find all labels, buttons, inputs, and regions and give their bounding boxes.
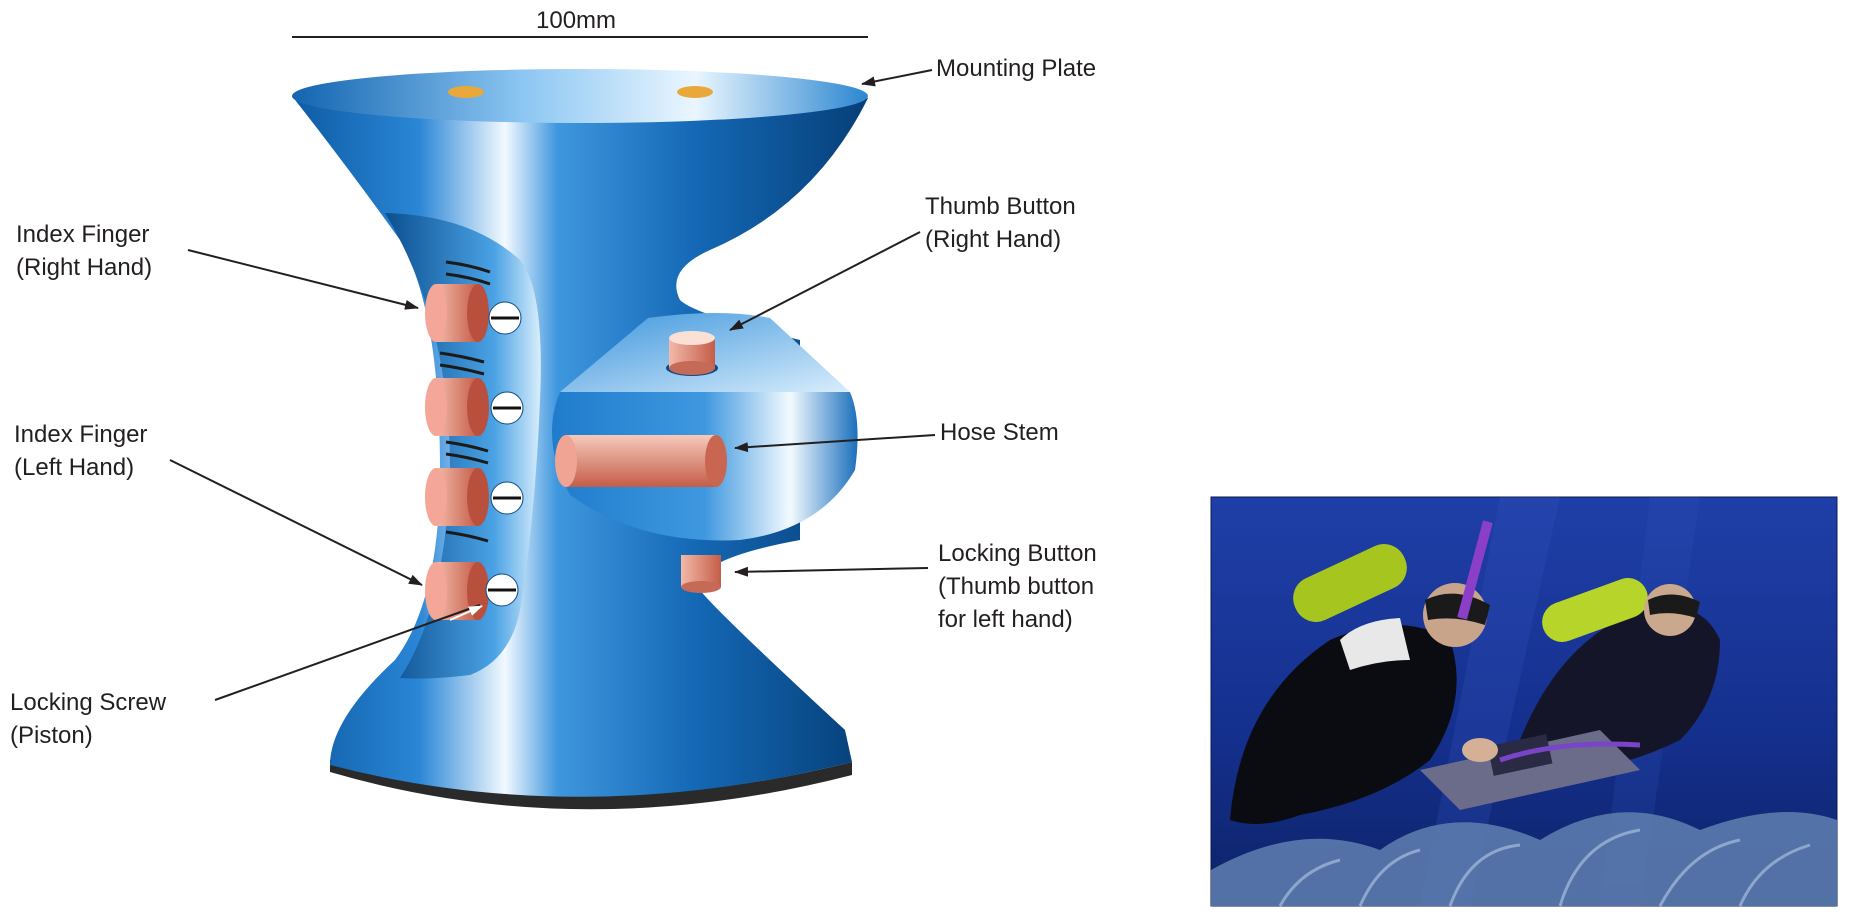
hose-stem xyxy=(555,435,727,487)
divers-photo xyxy=(1211,497,1837,906)
label-mounting-plate: Mounting Plate xyxy=(936,55,1097,82)
scale-bar-label: 100mm xyxy=(536,7,617,34)
finger-button-4 xyxy=(425,562,489,620)
mount-hole-right xyxy=(677,86,713,98)
finger-button-3 xyxy=(425,468,489,526)
label-locking-button: Locking Button (Thumb button for left hand) xyxy=(938,540,1097,633)
finger-button-2 xyxy=(425,378,489,436)
label-locking-screw: Locking Screw (Piston) xyxy=(10,689,167,749)
label-hose-stem: Hose Stem xyxy=(940,419,1059,446)
finger-button-1 xyxy=(425,284,489,342)
locking-button xyxy=(681,555,721,593)
mounting-plate xyxy=(292,69,868,123)
label-index-finger-right: Index Finger (Right Hand) xyxy=(16,221,153,281)
thumb-button xyxy=(666,331,718,376)
mount-hole-left xyxy=(448,86,484,98)
label-thumb-button: Thumb Button (Right Hand) xyxy=(925,193,1076,253)
label-index-finger-left: Index Finger (Left Hand) xyxy=(14,421,148,481)
